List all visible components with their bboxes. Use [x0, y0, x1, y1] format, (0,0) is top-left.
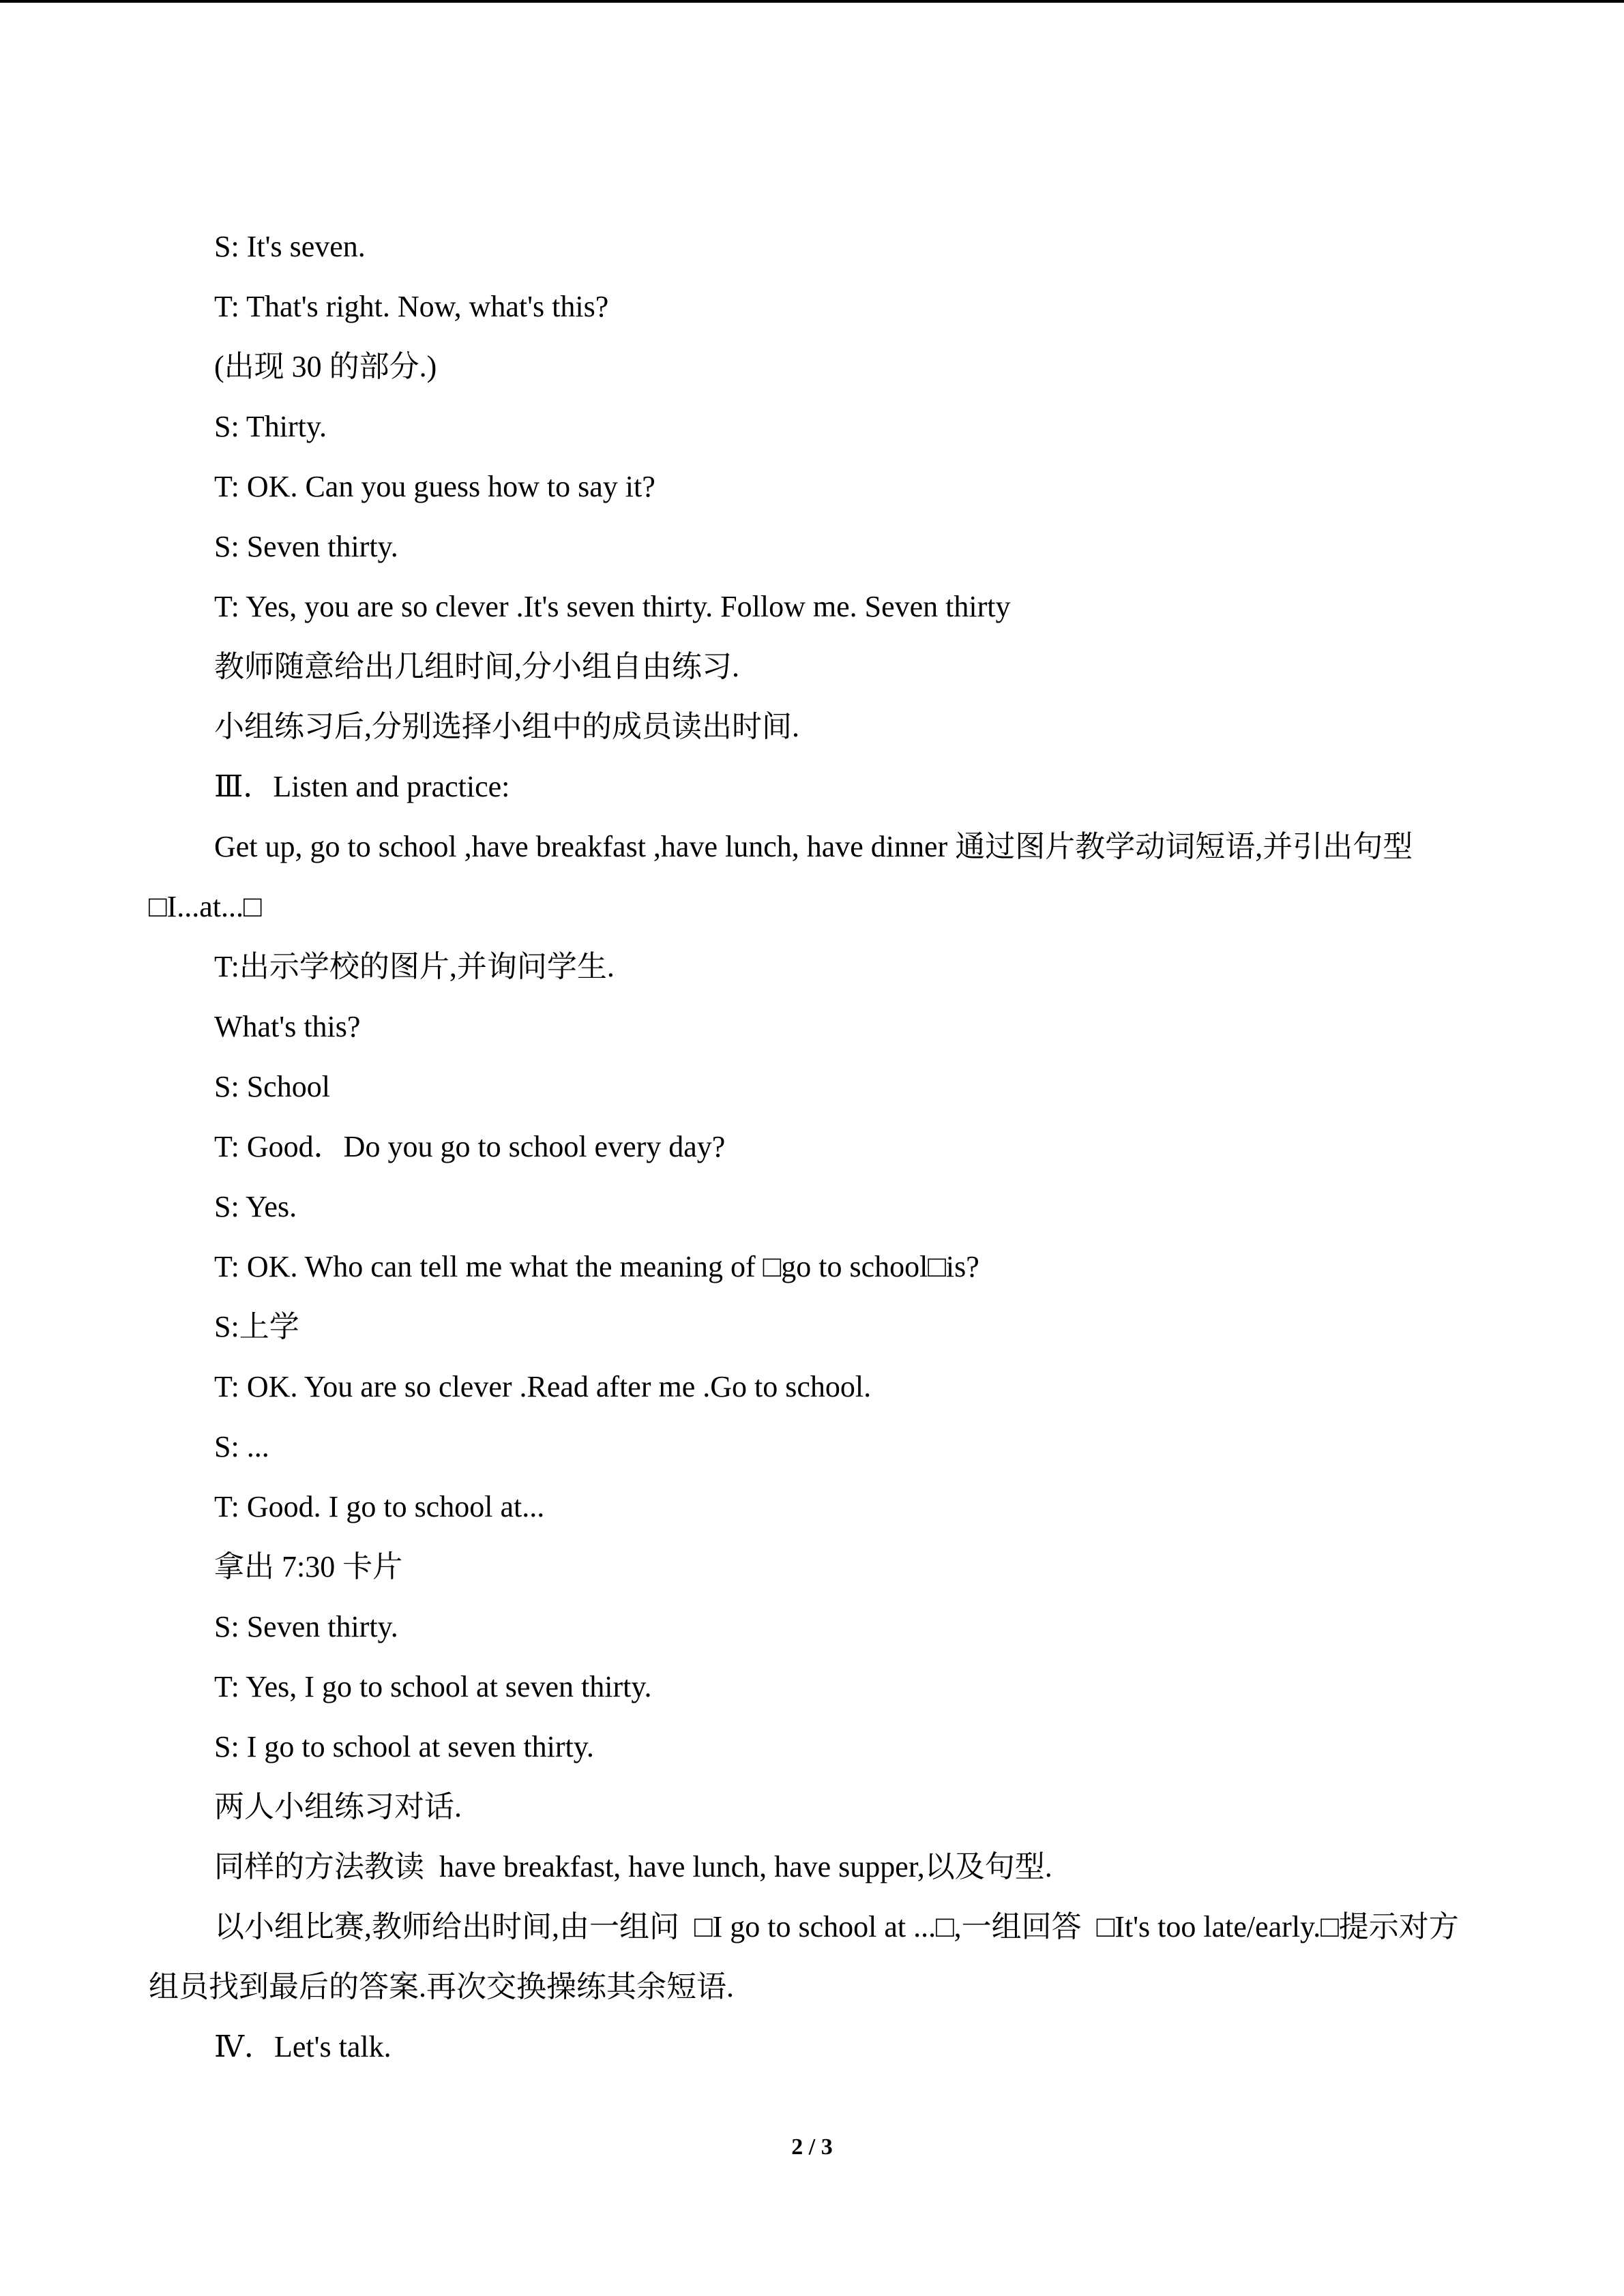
- paragraph: 以小组比赛,教师给出时间,由一组问 □I go to school at ...□,一组回答 □It's too late/early.□提示对方组员找到最后的答案.再次交换操练其余短语.: [149, 1910, 1459, 2003]
- paragraph: S:上学: [214, 1310, 299, 1343]
- paragraph: S: Seven thirty.: [214, 530, 398, 563]
- paragraph: T: OK. Can you guess how to say it?: [214, 470, 655, 503]
- paragraph: 两人小组练习对话.: [214, 1790, 462, 1823]
- paragraph: S: I go to school at seven thirty.: [214, 1730, 594, 1763]
- page-number: 2 / 3: [791, 2134, 833, 2160]
- paragraph: 拿出 7:30 卡片: [214, 1550, 403, 1583]
- paragraph: T:出示学校的图片,并询问学生.: [214, 950, 615, 983]
- paragraph: S: It's seven.: [214, 230, 366, 263]
- paragraph: S: Seven thirty.: [214, 1610, 398, 1643]
- paragraph: Get up, go to school ,have breakfast ,have lunch, have dinner 通过图片教学动词短语,并引出句型□I...at...□: [149, 830, 1413, 923]
- paragraph: S: School: [214, 1070, 330, 1103]
- paragraph: S: Yes.: [214, 1190, 297, 1223]
- section-heading: Ⅲ．Listen and practice:: [214, 770, 510, 803]
- section-heading: Ⅳ．Let's talk.: [214, 2030, 392, 2063]
- paragraph: 教师随意给出几组时间,分小组自由练习.: [214, 650, 739, 683]
- paragraph: S: Thirty.: [214, 410, 327, 443]
- paragraph: 同样的方法教读 have breakfast, have lunch, have supper,以及句型.: [214, 1850, 1052, 1883]
- paragraph: S: ...: [214, 1430, 269, 1463]
- paragraph: T: Good．Do you go to school every day?: [214, 1130, 726, 1163]
- paragraph: What's this?: [214, 1010, 361, 1043]
- paragraph: T: Good. I go to school at...: [214, 1490, 545, 1523]
- document-body: [149, 217, 1479, 2077]
- paragraph: T: That's right. Now, what's this?: [214, 290, 609, 323]
- paragraph: (出现 30 的部分.): [214, 350, 437, 383]
- paragraph: T: Yes, I go to school at seven thirty.: [214, 1670, 652, 1703]
- paragraph: T: OK. Who can tell me what the meaning of □go to school□is?: [214, 1250, 979, 1283]
- paragraph: 小组练习后,分别选择小组中的成员读出时间.: [214, 710, 799, 743]
- paragraph: T: OK. You are so clever .Read after me .Go to school.: [214, 1370, 872, 1403]
- paragraph: T: Yes, you are so clever .It's seven thirty. Follow me. Seven thirty: [214, 590, 1011, 623]
